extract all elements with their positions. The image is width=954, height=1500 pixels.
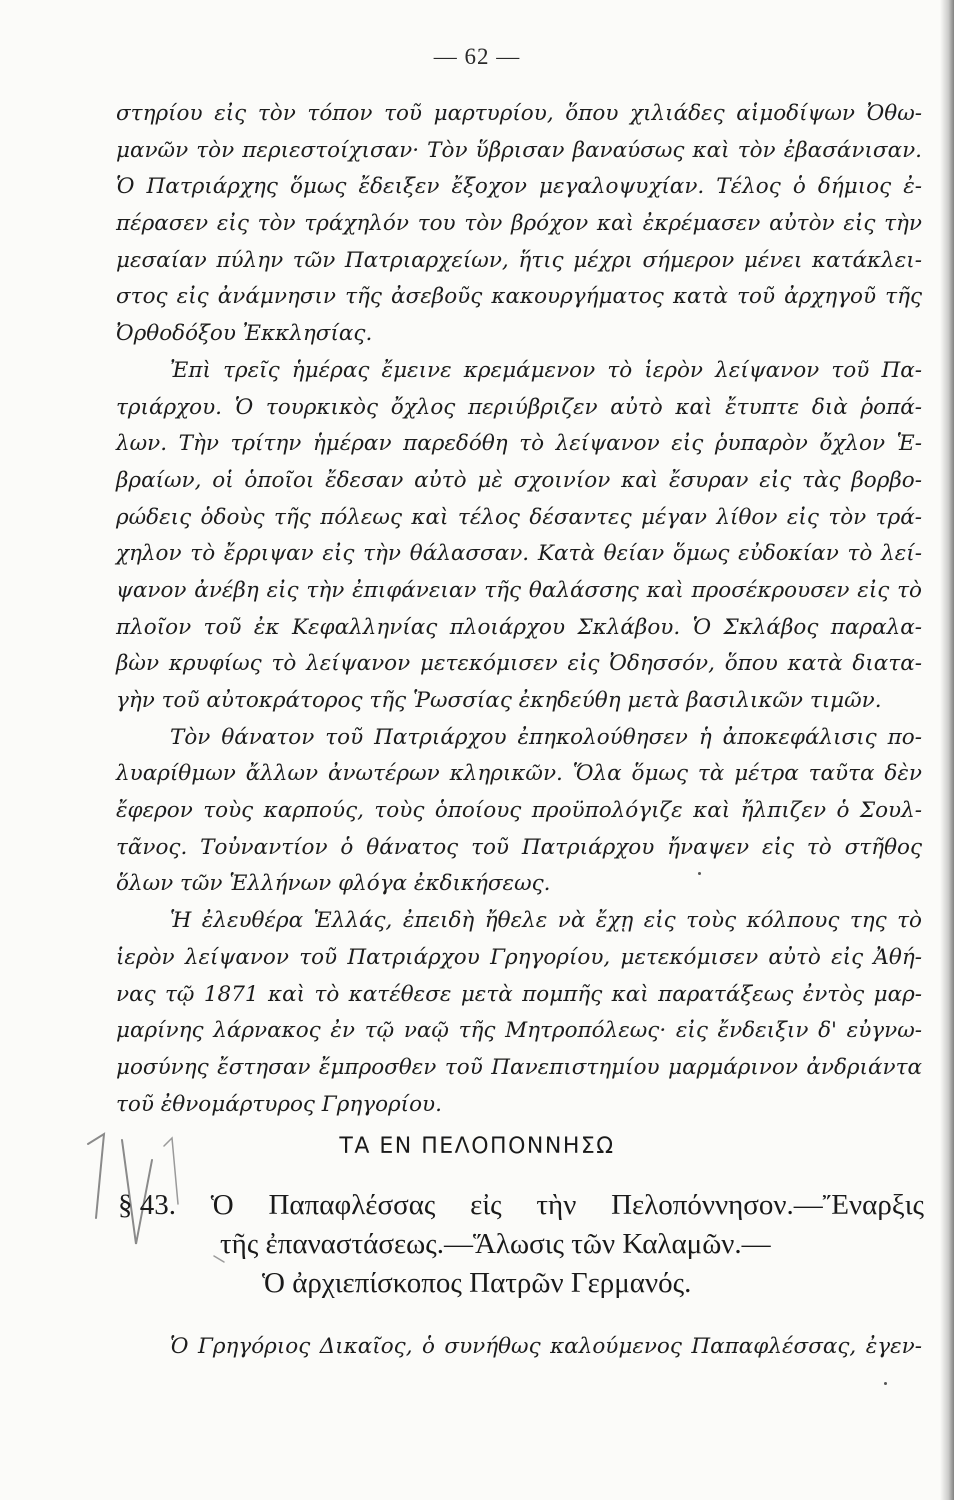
body-line-28: τοῦ ἐθνομάρτυρος Γρηγορίου. bbox=[116, 1091, 442, 1117]
body-line-8: Ἐπὶ τρεῖς ἡμέρας ἔμεινε κρεμάμενον τὸ ἱερὸν λείψανον τοῦ Πα- bbox=[170, 357, 922, 383]
body-line-13: χηλον τὸ ἔρριψαν εἰς τὴν θάλασσαν. Κατὰ θείαν ὅμως εὐδοκίαν τὸ λεί- bbox=[116, 541, 922, 567]
section-title-line-2: τῆς ἐπαναστάσεως.—Ἅλωσις τῶν Καλαμῶν.— bbox=[220, 1228, 771, 1260]
body-line-5: μεσαίαν πύλην τῶν Πατριαρχείων, ἥτις μέχρι σήμερον μένει κατάκλει- bbox=[116, 247, 922, 273]
body-line-21: τᾶνος. Τοὐναντίον ὁ θάνατος τοῦ Πατριάρχου ἤναψεν εἰς τὸ στῆθος bbox=[116, 834, 922, 860]
body-line-3: Ὁ Πατριάρχης ὅμως ἔδειξεν ἔξοχον μεγαλοψυχίαν. Τέλος ὁ δήμιος ἐ- bbox=[116, 174, 922, 200]
body-line-25: νας τῷ 1871 καὶ τὸ κατέθεσε μετὰ πομπῆς καὶ παρατάξεως ἐντὸς μαρ- bbox=[116, 981, 922, 1007]
next-paragraph-line: Ὁ Γρηγόριος Δικαῖος, ὁ συνήθως καλούμενος Παπαφλέσσας, ἐγεν- bbox=[170, 1334, 922, 1359]
body-line-19: λυαρίθμων ἄλλων ἀνωτέρων κληρικῶν. Ὅλα ὅμως τὰ μέτρα ταῦτα δὲν bbox=[116, 761, 922, 787]
page-edge-shadow bbox=[940, 0, 954, 1500]
body-line-1: στηρίου εἰς τὸν τόπον τοῦ μαρτυρίου, ὅπου χιλιάδες αἱμοδίψων Ὀθω- bbox=[116, 101, 922, 126]
section-title bbox=[118, 1186, 924, 1303]
body-line-27: μοσύνης ἔστησαν ἔμπροσθεν τοῦ Πανεπιστημίου μαρμάρινον ἀνδριάντα bbox=[116, 1054, 922, 1080]
body-line-20: ἔφερον τοὺς καρπούς, τοὺς ὁποίους προϋπολόγιζε καὶ ἤλπιζεν ὁ Σουλ- bbox=[116, 798, 922, 824]
body-line-17: γὴν τοῦ αὐτοκράτορος τῆς Ῥωσσίας ἐκηδεύθη μετὰ βασιλικῶν τιμῶν. bbox=[116, 688, 882, 713]
body-line-11: βραίων, οἱ ὁποῖοι ἔδεσαν αὐτὸ μὲ σχοινίον καὶ ἔσυραν εἰς τὰς βορβο- bbox=[116, 467, 922, 493]
chapter-heading: ΤΑ ΕΝ ΠΕΛΟΠΟΝΝΗΣΩ bbox=[339, 1134, 615, 1159]
body-line-26: μαρίνης λάρνακος ἐν τῷ ναῷ τῆς Μητροπόλεως· εἰς ἔνδειξιν δ' εὐγνω- bbox=[116, 1018, 922, 1044]
section-title-line-1: Ὁ Παπαφλέσσας εἰς τὴν Πελοπόννησον.—Ἔναρξις bbox=[210, 1189, 925, 1221]
body-line-15: πλοῖον τοῦ ἐκ Κεφαλληνίας πλοιάρχου Σκλάβου. Ὁ Σκλάβος παραλα- bbox=[116, 614, 922, 640]
body-line-6: στος εἰς ἀνάμνησιν τῆς ἀσεβοῦς κακουργήματος κατὰ τοῦ ἀρχηγοῦ τῆς bbox=[116, 284, 922, 310]
body-line-7: Ὀρθοδόξου Ἐκκλησίας. bbox=[116, 321, 373, 347]
body-line-23: Ἡ ἐλευθέρα Ἑλλάς, ἐπειδὴ ἤθελε νὰ ἔχῃ εἰς τοὺς κόλπους της τὸ bbox=[170, 908, 922, 934]
body-line-24: ἱερὸν λείψανον τοῦ Πατριάρχου Γρηγορίου, μετεκόμισεν αὐτὸ εἰς Ἀθή- bbox=[116, 944, 922, 970]
section-number: § 43. bbox=[118, 1189, 176, 1221]
body-line-14: ψανον ἀνέβη εἰς τὴν ἐπιφάνειαν τῆς θαλάσσης καὶ προσέκρουσεν εἰς τὸ bbox=[116, 577, 922, 603]
section-title-line-3: Ὁ ἀρχιεπίσκοπος Πατρῶν Γερμανός. bbox=[262, 1267, 692, 1299]
body-line-10: λων. Τὴν τρίτην ἡμέραν παρεδόθη τὸ λείψανον εἰς ῥυπαρὸν ὄχλον Ἑ- bbox=[116, 431, 922, 457]
body-line-16: βὼν κρυφίως τὸ λείψανον μετεκόμισεν εἰς Ὀδησσόν, ὅπου κατὰ διατα- bbox=[116, 651, 922, 677]
body-line-22: ὅλων τῶν Ἑλλήνων φλόγα ἐκδικήσεως. bbox=[116, 871, 551, 897]
body-line-12: ρώδεις ὁδοὺς τῆς πόλεως καὶ τέλος δέσαντες μέγαν λίθον εἰς τὸν τρά- bbox=[116, 504, 922, 530]
section-line-1 bbox=[118, 1186, 924, 1225]
body-text bbox=[116, 96, 922, 1123]
print-speck bbox=[884, 1382, 887, 1385]
body-line-9: τριάρχου. Ὁ τουρκικὸς ὄχλος περιύβριζεν αὐτὸ καὶ ἔτυπτε διὰ ῥοπά- bbox=[116, 394, 922, 420]
page-number: — 62 — bbox=[433, 44, 521, 69]
body-line-4: πέρασεν εἰς τὸν τράχηλόν του τὸν βρόχον καὶ ἐκρέμασεν αὐτὸν εἰς τὴν bbox=[116, 211, 922, 237]
body-line-2: μανῶν τὸν περιεστοίχισαν· Τὸν ὕβρισαν βαναύσως καὶ τὸν ἐβασάνισαν. bbox=[116, 137, 922, 163]
print-speck bbox=[698, 872, 701, 875]
body-line-18: Τὸν θάνατον τοῦ Πατριάρχου ἐπηκολούθησεν ἡ ἀποκεφάλισις πο- bbox=[170, 724, 922, 750]
